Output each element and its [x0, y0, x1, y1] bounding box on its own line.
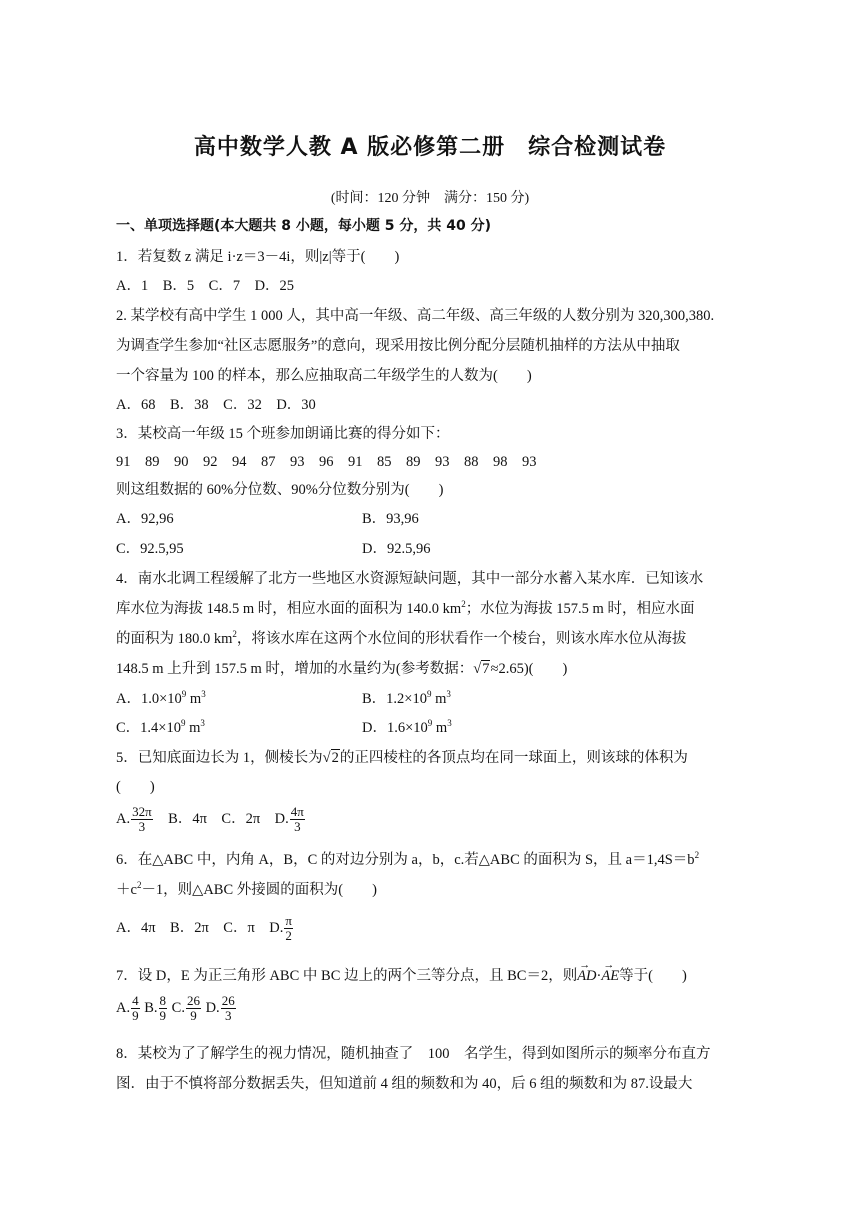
q3-line-1: 3．某校高一年级 15 个班参加朗诵比赛的得分如下： [116, 426, 450, 442]
q7-options: A. $\frac{4}{9}$ B. $\frac{8}{9}$ C. $\frac{26}{9}$ D. $\frac{26}{3}$ [116, 993, 235, 1024]
q3-option-d: D．92.5,96 [362, 541, 431, 557]
q2-line-3: 一个容量为 100 的样本，那么应抽取高二年级学生的人数为( ) [116, 368, 532, 384]
section-heading: 一、单项选择题(本大题共 8 小题，每小题 5 分，共 40 分) [116, 218, 492, 234]
q2-line-1: 2. 某学校有高中学生 1 000 人，其中高一年级、高二年级、高三年级的人数分别为 320,300,380. [116, 308, 715, 324]
q5-line-2: ( ) [116, 779, 155, 795]
q4-line-4: 148.5 m 上升到 157.5 m 时，增加的水量约为(参考数据：√7≈2.65)( ) [116, 661, 568, 677]
q5-options: A. $\frac{32\pi}{3}$ B．4π C．2π D. $\frac{4\pi}{3}$ [116, 804, 304, 835]
vector-ae: → AE [601, 966, 619, 986]
q1-options: A．1 B．5 C．7 D．25 [116, 278, 295, 294]
q4-option-d: D．$1.6\times 10^9$ $m^3$ [362, 718, 452, 736]
q4-option-b: B．$1.2\times 10^9$ $m^3$ [362, 689, 451, 707]
fraction: $\frac{4\pi}{3}$ [290, 804, 304, 835]
q8-line-2: 图．由于不慎将部分数据丢失，但知道前 4 组的频数和为 40，后 6 组的频数和为 87.设最大 [116, 1076, 693, 1092]
q4-option-c: C．$1.4\times 10^9$ $m^3$ [116, 718, 205, 736]
q2-options: A．68 B．38 C．32 D．30 [116, 397, 316, 413]
q3-option-c: C．92.5,95 [116, 541, 184, 557]
q2-line-2: 为调查学生参加“社区志愿服务”的意向，现采用按比例分配分层随机抽样的方法从中抽取 [116, 338, 680, 354]
sqrt-symbol: √7 [473, 661, 490, 677]
q1-stem: 1．若复数 z 满足 i·z＝3－4i，则|z|等于( ) [116, 249, 400, 265]
q3-scores: 91 89 90 92 94 87 93 96 91 85 89 93 88 98 93 [116, 454, 537, 470]
q7-line-1: 7．设 D，E 为正三角形 ABC 中 BC 边上的两个三等分点，且 BC＝2，则→ AD·→ AE等于( ) [116, 966, 687, 986]
q8-line-1: 8．某校为了了解学生的视力情况，随机抽查了 100 名学生，得到如图所示的频率分布直方 [116, 1046, 711, 1062]
fraction: $\frac{26}{9}$ [186, 993, 200, 1024]
q3-option-b: B．93,96 [362, 511, 419, 527]
q3-line-3: 则这组数据的 60%分位数、90%分位数分别为( ) [116, 482, 444, 498]
q6-options: A．4π B．2π C．π D. $\frac{\pi}{2}$ [116, 913, 292, 944]
q4-option-a: A．$1.0\times 10^9$ $m^3$ [116, 689, 206, 707]
page-title: 高中数学人教 A 版必修第二册 综合检测试卷 [193, 135, 667, 160]
sqrt-symbol: √2 [322, 750, 339, 766]
fraction: $\frac{32\pi}{3}$ [132, 804, 152, 835]
fraction: $\frac{8}{9}$ [159, 993, 167, 1024]
vector-ad: → AD [577, 966, 596, 986]
exam-info: (时间：120 分钟 满分：150 分) [330, 191, 530, 206]
q6-line-1: 6．在△ABC 中，内角 A，B，C 的对边分别为 a，b，c.若△ABC 的面积为 S，且 $a=1,4S=b^2$ [116, 850, 700, 868]
q4-line-3: 的面积为 180.0 $km^2$，将该水库在这两个水位间的形状看作一个棱台，则该水库水位从海拔 [116, 629, 687, 647]
q3-option-a: A．92,96 [116, 511, 174, 527]
q4-line-1: 4．南水北调工程缓解了北方一些地区水资源短缺问题，其中一部分水蓄入某水库．已知该水 [116, 571, 704, 587]
q4-line-2: 库水位为海拔 148.5 m 时，相应水面的面积为 140.0 $km^2$；水位为海拔 157.5 m 时，相应水面 [116, 599, 695, 617]
fraction: $\frac{4}{9}$ [132, 993, 139, 1024]
q5-line-1: 5．已知底面边长为 1，侧棱长为√2的正四棱柱的各顶点均在同一球面上，则该球的体积为 [116, 750, 688, 766]
fraction: $\frac{\pi}{2}$ [285, 913, 292, 944]
fraction: $\frac{26}{3}$ [221, 993, 235, 1024]
q6-line-2: $+c^2-1$，则△ABC 外接圆的面积为( ) [116, 880, 377, 898]
